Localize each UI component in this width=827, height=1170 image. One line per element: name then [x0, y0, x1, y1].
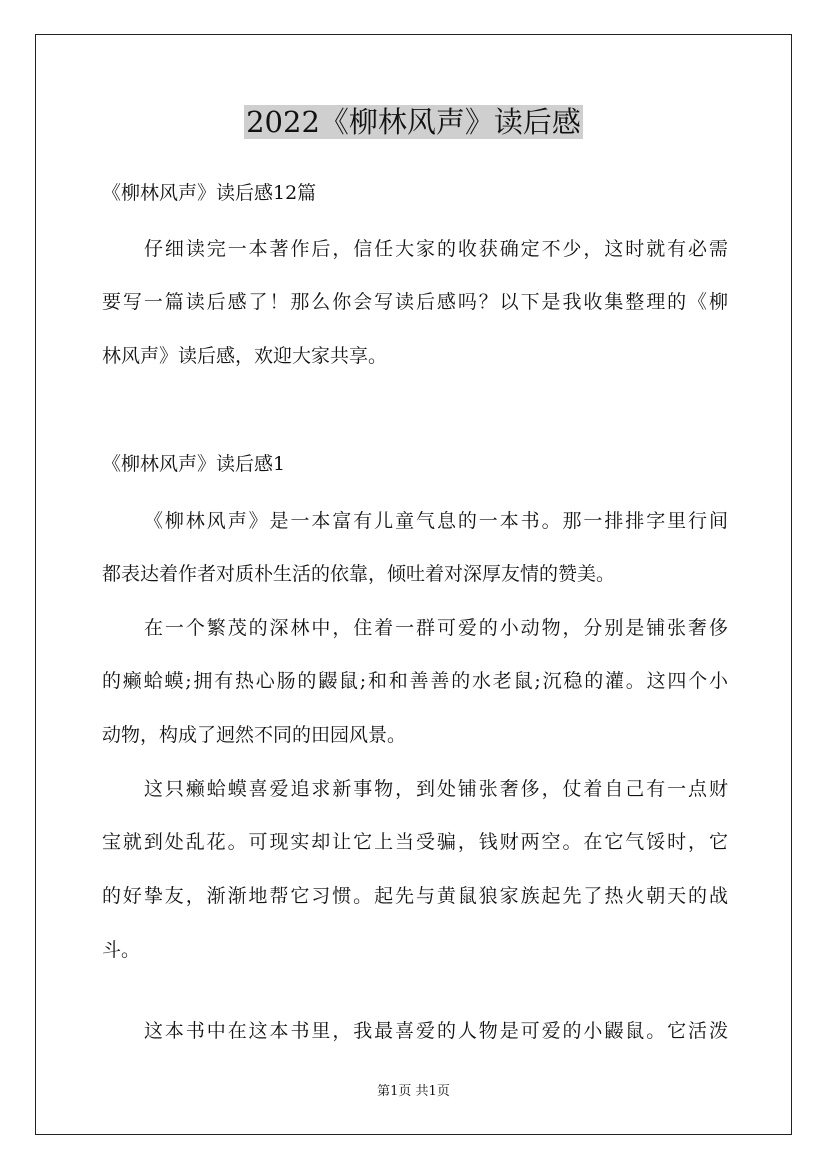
- paragraph-3-line-3: 的好挚友，渐渐地帮它习惯。起先与黄鼠狼家族起先了热火朝天的战: [102, 885, 728, 907]
- page-footer: 第1页 共1页: [377, 1084, 450, 1099]
- intro-line-3: 林风声》读后感，欢迎大家共享。: [102, 345, 388, 367]
- paragraph-1-line-2: 都表达着作者对质朴生活的依靠，倾吐着对深厚友情的赞美。: [102, 563, 616, 585]
- paragraph-2-line-3: 动物，构成了迥然不同的田园风景。: [102, 724, 407, 746]
- paragraph-3-line-2: 宝就到处乱花。可现实却让它上当受骗，钱财两空。在它气馁时，它: [102, 831, 728, 853]
- paragraph-3-line-1: 这只癞蛤蟆喜爱追求新事物，到处铺张奢侈，仗着自己有一点财: [144, 778, 728, 800]
- paragraph-2-line-1: 在一个繁茂的深林中，住着一群可爱的小动物，分别是铺张奢侈: [144, 617, 728, 639]
- intro-line-1: 仔细读完一本著作后，信任大家的收获确定不少，这时就有必需: [144, 238, 728, 260]
- intro-line-2: 要写一篇读后感了！那么你会写读后感吗？以下是我收集整理的《柳: [102, 291, 728, 313]
- document-title: 2022《柳林风声》读后感: [246, 105, 581, 139]
- section-heading: 《柳林风声》读后感1: [102, 453, 286, 475]
- subtitle: 《柳林风声》读后感12篇: [102, 182, 317, 204]
- paragraph-1-line-1: 《柳林风声》是一本富有儿童气息的一本书。那一排排字里行间: [144, 510, 728, 532]
- paragraph-2-line-2: 的癞蛤蟆;拥有热心肠的鼹鼠;和和善善的水老鼠;沉稳的灌。这四个小: [102, 670, 728, 692]
- paragraph-4-line-1: 这本书中在这本书里，我最喜爱的人物是可爱的小鼹鼠。它活泼: [144, 1020, 728, 1042]
- paragraph-3-line-4: 斗。: [102, 939, 141, 961]
